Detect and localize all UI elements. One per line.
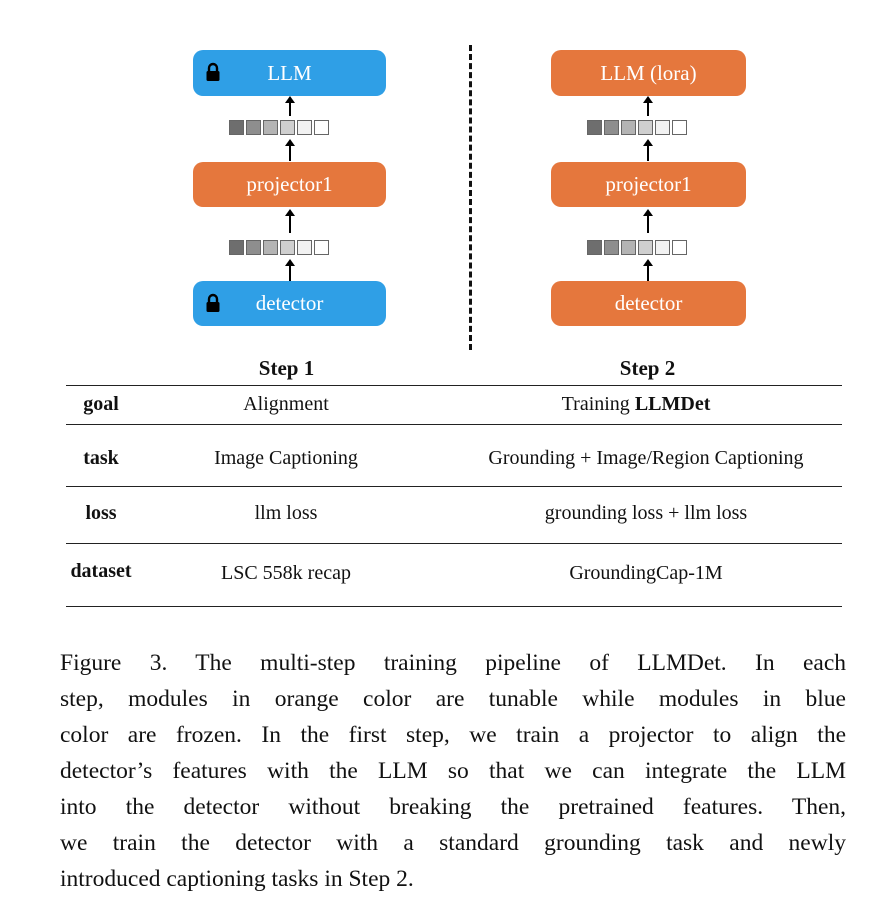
token — [621, 240, 636, 255]
step2-upper-token-strip — [587, 120, 687, 135]
table-rule — [66, 424, 842, 425]
token — [672, 120, 687, 135]
step2-detector-label: detector — [614, 291, 683, 315]
caption-line: we train the detector with a standard grounding task and newly — [60, 830, 846, 856]
goal-step2-prefix: Training — [561, 393, 635, 415]
token — [297, 240, 312, 255]
step1-detector-label: detector — [255, 291, 324, 315]
step1-heading: Step 1 — [258, 356, 315, 380]
token — [280, 120, 295, 135]
table-rule — [66, 486, 842, 487]
caption-line: introduced captioning tasks in Step 2. — [60, 866, 414, 892]
token — [587, 120, 602, 135]
step1-llm-label: LLM — [267, 60, 312, 85]
arrow-up-icon — [284, 96, 296, 116]
token — [314, 120, 329, 135]
token — [229, 120, 244, 135]
token — [587, 240, 602, 255]
token — [638, 120, 653, 135]
step1-projector-module — [193, 162, 386, 207]
goal-step1-cell: Alignment — [243, 393, 329, 415]
task-step2-cell: Grounding + Image/Region Captioning — [488, 447, 804, 469]
token — [604, 120, 619, 135]
token — [672, 240, 687, 255]
row-label-goal: goal — [83, 393, 119, 415]
figure-caption — [60, 645, 846, 897]
token — [655, 120, 670, 135]
table-rule-top — [66, 385, 842, 386]
token — [655, 240, 670, 255]
token — [621, 120, 636, 135]
caption-line: color are frozen. In the first step, we train a projector to align the — [60, 722, 846, 748]
arrow-up-icon — [642, 139, 654, 161]
token — [314, 240, 329, 255]
step2-heading: Step 2 — [619, 356, 676, 380]
caption-line: step, modules in orange color are tunable while modules in blue — [60, 686, 846, 712]
arrow-up-icon — [284, 259, 296, 281]
table-rule-bottom — [66, 606, 842, 607]
caption-line: detector’s features with the LLM so that we can integrate the LLM — [60, 758, 846, 784]
loss-step1-cell: llm loss — [254, 502, 318, 524]
row-label-task: task — [83, 447, 119, 469]
row-label-loss: loss — [85, 502, 117, 524]
step2-lower-token-strip — [587, 240, 687, 255]
dataset-step2-cell: GroundingCap-1M — [569, 562, 723, 584]
arrow-up-icon — [284, 139, 296, 161]
step1-upper-token-strip — [229, 120, 329, 135]
token — [263, 240, 278, 255]
step1-projector-label: projector1 — [246, 172, 333, 196]
token — [263, 120, 278, 135]
token — [297, 120, 312, 135]
step2-detector-module — [551, 281, 746, 326]
arrow-up-icon — [642, 96, 654, 116]
step1-lower-token-strip — [229, 240, 329, 255]
arrow-up-icon — [284, 209, 296, 233]
goal-step2-cell — [430, 393, 842, 416]
caption-line: Figure 3. The multi-step training pipeline of LLMDet. In each — [60, 650, 846, 676]
lock-icon — [205, 293, 221, 313]
step1-detector-module — [193, 281, 386, 326]
step1-llm-module — [193, 50, 386, 96]
loss-step2-cell: grounding loss + llm loss — [544, 502, 748, 524]
table-rule — [66, 543, 842, 544]
task-step1-cell: Image Captioning — [214, 447, 358, 469]
step2-llm-module — [551, 50, 746, 96]
step2-projector-label: projector1 — [605, 172, 692, 196]
step2-projector-module — [551, 162, 746, 207]
token — [246, 120, 261, 135]
lock-icon — [205, 62, 221, 82]
token — [280, 240, 295, 255]
step-divider — [469, 45, 472, 350]
dataset-step1-cell: LSC 558k recap — [221, 562, 351, 584]
token — [604, 240, 619, 255]
token — [638, 240, 653, 255]
arrow-up-icon — [642, 259, 654, 281]
token — [229, 240, 244, 255]
caption-line: into the detector without breaking the pretrained features. Then, — [60, 794, 846, 820]
step2-llm-label: LLM (lora) — [600, 60, 697, 85]
row-label-dataset: dataset — [70, 560, 132, 582]
arrow-up-icon — [642, 209, 654, 233]
goal-step2-bold: LLMDet — [634, 393, 711, 415]
token — [246, 240, 261, 255]
